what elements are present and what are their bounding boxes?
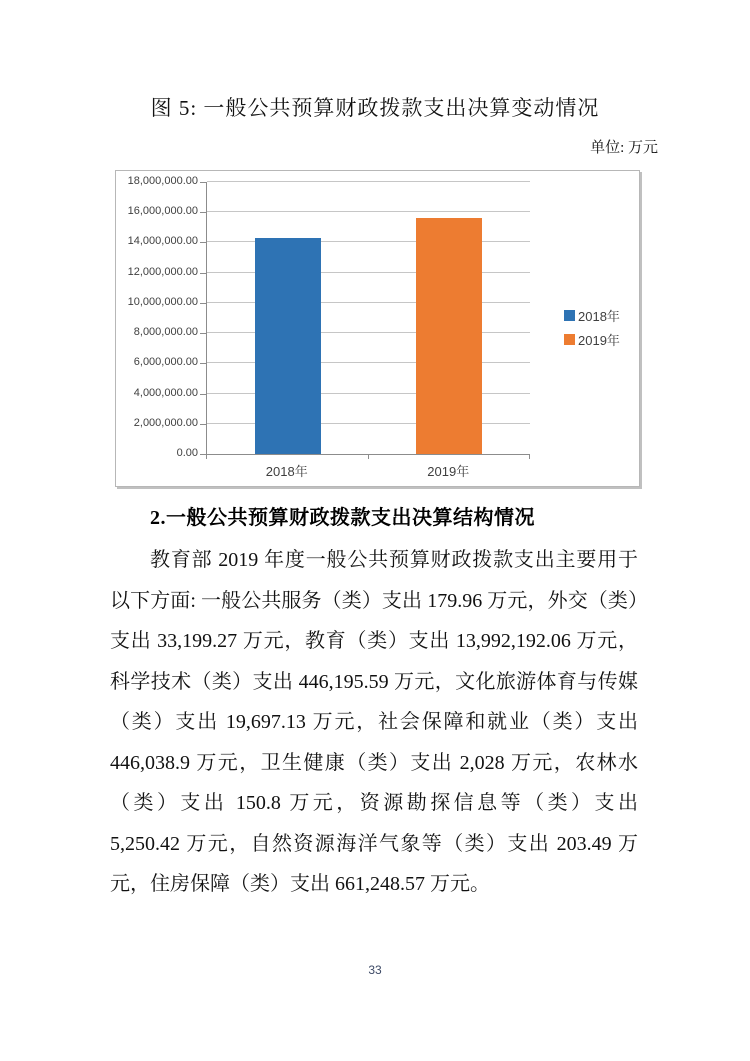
y-tick-label: 10,000,000.00 [127,295,198,308]
y-tick-label: 0.00 [176,447,198,459]
gridline [207,181,530,182]
y-tick-mark [200,182,206,183]
legend [564,303,620,351]
y-tick-label: 18,000,000.00 [127,175,198,187]
x-axis-label: 2018年 [265,464,308,479]
y-tick-mark [200,394,206,395]
y-tick-mark [200,333,206,334]
legend-label: 2019年 [578,332,620,348]
body-paragraph: 教育部 2019 年度一般公共预算财政拨款支出主要用于以下方面: 一般公共服务（类）支出 179.96 万元，外交（类）支出 33,199.27 万元，教育（类）支出 13,992,192.06 万元，科学技术（类）支出 446,195.59 万元，文化旅游体育与传媒（类）支出 19,697.13 万元，社会保障和就业（类）支出 446,038.9 万元，卫生健康（类）支出 2,028 万元，农林水（类）支出 150.8 万元，资源勘探信息等（类）支出 5,250.42 万元，自然资源海洋气象等（类）支出 203.49 万元，住房保障（类）支出 661,248.57 万元。 [110,549,638,895]
x-tick-mark [529,455,530,459]
figure-title: 图 5: 一般公共预算财政拨款支出决算变动情况 [150,96,600,120]
y-tick-label: 8,000,000.00 [133,326,198,339]
x-tick-mark [368,455,369,459]
y-tick-label: 2,000,000.00 [133,416,198,429]
y-tick-label: 4,000,000.00 [133,386,198,399]
x-axis-label: 2019年 [427,464,470,479]
legend-entry [564,327,620,351]
x-tick-mark [206,455,207,459]
y-tick-mark [200,363,206,364]
legend-swatch-icon [564,310,575,321]
gridline [207,211,530,212]
page-number: 33 [368,963,382,977]
y-tick-mark [200,273,206,274]
y-tick-label: 16,000,000.00 [127,205,198,218]
bar-2018年 [255,238,321,454]
y-tick-label: 14,000,000.00 [127,235,198,248]
legend-entry [564,303,620,327]
legend-label: 2018年 [578,308,620,324]
unit-label: 单位: 万元 [590,140,658,156]
section-heading: 2.一般公共预算财政拨款支出决算结构情况 [150,507,535,529]
y-tick-label: 12,000,000.00 [127,265,198,278]
y-tick-mark [200,303,206,304]
bar-chart [115,170,640,487]
bar-2019年 [416,218,482,454]
legend-swatch-icon [564,334,575,345]
y-tick-mark [200,242,206,243]
plot-area [206,182,530,455]
y-tick-label: 6,000,000.00 [133,356,198,369]
y-tick-mark [200,424,206,425]
y-tick-mark [200,212,206,213]
